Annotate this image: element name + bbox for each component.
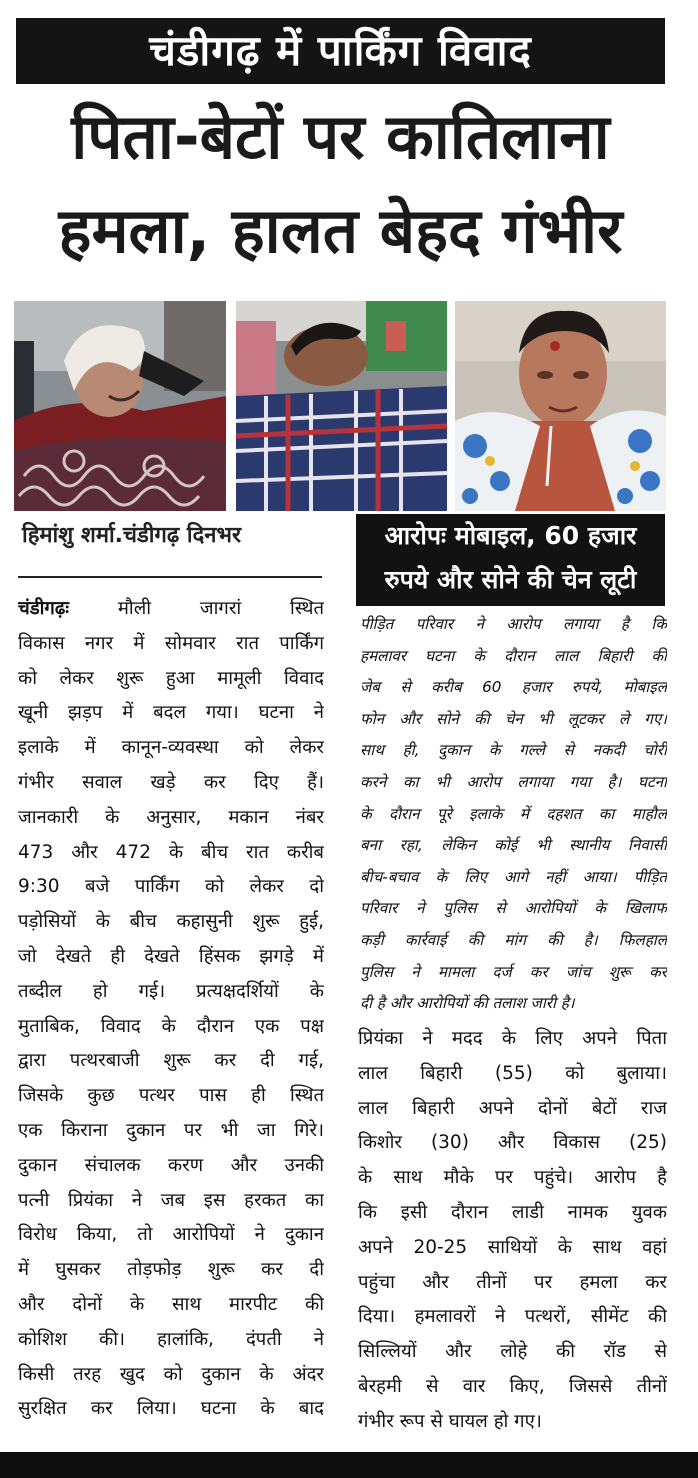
text-line: किशोर (30) और विकास (25) [358, 1132, 667, 1154]
text-line: को लेकर शुरू हुआ मामूली विवाद [18, 667, 324, 689]
text-line: खूनी झड़प में बदल गया। घटना ने [18, 702, 324, 724]
text-line: मुताबिक, विवाद के दौरान एक पक्ष [18, 1015, 324, 1037]
text-line: जानकारी के अनुसार, मकान नंबर [18, 806, 324, 828]
text-line: तब्दील हो गई। प्रत्यक्षदर्शियों के [18, 980, 324, 1002]
allegation-heading-line-2: रुपये और सोने की चेन लूटी [384, 565, 637, 594]
byline-rule [18, 576, 322, 578]
text-line: में घुसकर तोड़फोड़ शुरू कर दी [18, 1259, 324, 1281]
text-line: के साथ मौके पर पहुंचे। आरोप है [358, 1167, 667, 1189]
text-line: बना रहा, लेकिन कोई भी स्थानीय निवासी [360, 836, 667, 855]
text-line [18, 592, 324, 627]
allegation-heading-line-1: आरोपः मोबाइल, 60 हजार [384, 521, 637, 550]
headline-line-1: पिता-बेटों पर कातिलाना [71, 100, 610, 173]
text-line: कड़ी कार्रवाई की मांग की है। फिलहाल [360, 930, 667, 949]
headline-line-2: हमला, हालत बेहद गंभीर [58, 194, 623, 267]
text-line: गंभीर रूप से घायल हो गए। [358, 1410, 542, 1432]
text-line-content: मौली जागरां स्थित [69, 598, 324, 619]
text-line: जेब से करीब 60 हजार रुपये, मोबाइल [360, 678, 667, 697]
dateline: चंडीगढ़ः [18, 598, 70, 619]
allegation-text-column [360, 609, 667, 1020]
photo-injured-man-bandaged [14, 301, 226, 511]
text-line: अपने 20-25 साथियों के साथ वहां [358, 1236, 667, 1258]
text-line: द्वारा पत्थरबाजी शुरू कर दी गई, [18, 1050, 324, 1072]
text-line: एक किराना दुकान पर भी जा गिरे। [18, 1119, 324, 1141]
text-line: और दोनों के साथ मारपीट की [18, 1293, 324, 1315]
text-line: विकास नगर में सोमवार रात पार्किंग [18, 632, 324, 654]
text-line: पुलिस ने मामला दर्ज कर जांच शुरू कर [360, 962, 667, 981]
text-line: दी है और आरोपियों की तलाश जारी है। [360, 994, 575, 1013]
text-line: करने का भी आरोप लगाया गया है। घटना [360, 772, 667, 791]
text-line: बेरहमी से वार किए, जिससे तीनों [358, 1375, 667, 1397]
text-line: विरोध किया, तो आरोपियों ने दुकान [18, 1224, 324, 1246]
text-line: साथ ही, दुकान के गल्ले से नकदी चोरी [360, 741, 667, 760]
text-line: सुरक्षित कर लिया। घटना के बाद [18, 1398, 324, 1420]
text-line: किसी तरह खुद को दुकान के अंदर [18, 1363, 324, 1385]
text-line: 473 और 472 के बीच रात करीब [18, 841, 324, 863]
text-line: पीड़ित परिवार ने आरोप लगाया है कि [360, 615, 667, 633]
photo-injured-older-man [455, 301, 666, 511]
text-line: जिसके कुछ पत्थर पास ही स्थित [18, 1085, 324, 1107]
article-left-column [18, 592, 324, 1427]
text-line: लाल बिहारी (55) को बुलाया। [358, 1062, 667, 1084]
text-line: गंभीर सवाल खड़े कर दिए हैं। [18, 771, 324, 793]
text-line: लाल बिहारी अपने दोनों बेटों राज [358, 1097, 667, 1119]
bottom-bar [0, 1452, 698, 1478]
kicker-banner: चंडीगढ़ में पार्किंग विवाद [16, 18, 665, 84]
text-line: हमलावर घटना के दौरान लाल बिहारी की [360, 646, 667, 665]
text-line: सिल्लियों और लोहे की रॉड से [358, 1341, 667, 1363]
text-line: बीच-बचाव के लिए आगे नहीं आया। पीड़ित [360, 867, 667, 886]
text-line: दिया। हमलावरों ने पत्थरों, सीमेंट की [358, 1306, 667, 1328]
text-line: कोशिश की। हालांकि, दंपती ने [18, 1328, 324, 1350]
text-line: दुकान संचालक करण और उनकी [18, 1154, 324, 1176]
text-line: परिवार ने पुलिस से आरोपियों के खिलाफ [360, 899, 667, 918]
text-line: जो देखते ही देखते हिंसक झगड़े में [18, 945, 324, 967]
byline: हिमांशु शर्मा.चंडीगढ़ दिनभर [22, 523, 241, 548]
text-line: पत्नी प्रियंका ने जब इस हरकत का [18, 1189, 324, 1211]
text-line: कि इसी दौरान लाडी नामक युवक [358, 1201, 667, 1223]
text-line: पहुंचा और तीनों पर हमला कर [358, 1271, 667, 1293]
text-line: 9:30 बजे पार्किंग को लेकर दो [18, 876, 324, 898]
photo-injured-young-man [236, 301, 447, 511]
text-line: फोन और सोने की चेन भी लूटकर ले गए। [360, 709, 667, 728]
article-right-column [358, 1022, 667, 1440]
allegation-heading-box [356, 514, 665, 606]
text-line: इलाके में कानून-व्यवस्था को लेकर [18, 737, 324, 759]
text-line: प्रियंका ने मदद के लिए अपने पिता [358, 1028, 667, 1049]
text-line: के दौरान पूरे इलाके में दहशत का माहौल [360, 804, 667, 823]
text-line: पड़ोसियों के बीच कहासुनी शुरू हुई, [18, 911, 324, 933]
